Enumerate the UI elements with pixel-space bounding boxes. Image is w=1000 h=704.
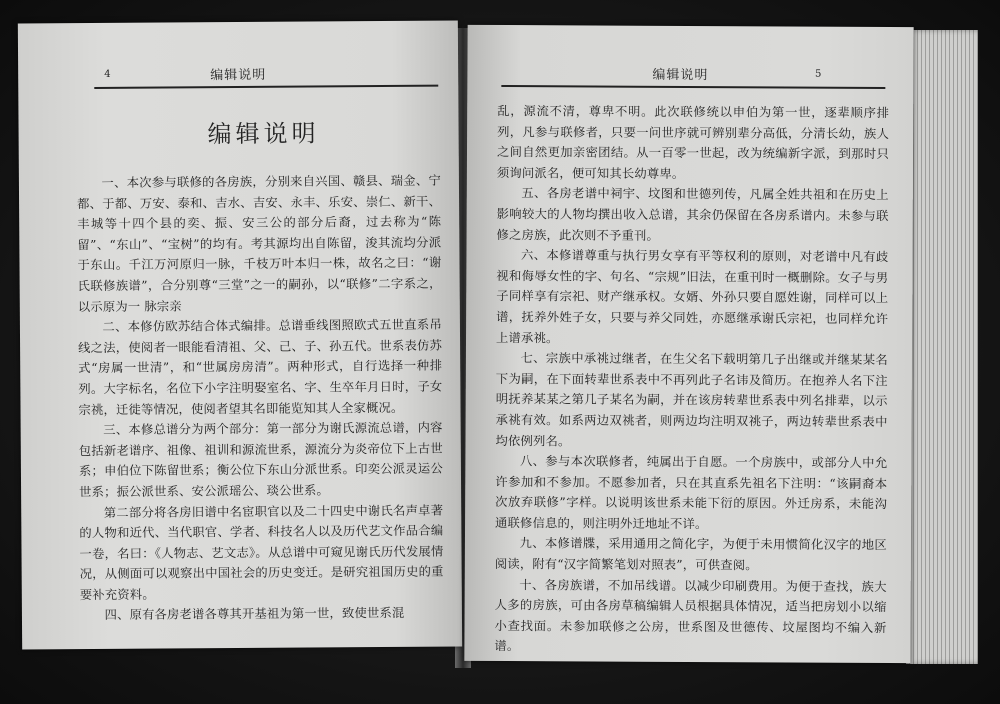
left-header-rule <box>94 85 438 89</box>
paragraph: 四、原有各房老谱各尊其开基祖为第一世，致使世系混 <box>104 606 405 623</box>
left-page <box>18 20 462 649</box>
right-header-rule <box>501 85 885 89</box>
paragraph: 十、各房族谱，不加吊线谱。以减少印刷费用。为便于查找，族大人多的房族，可由各房草稿编辑人员根据具体情况，适当把房划小以缩小查找面。未参加联修之公房，世系图及世德传、坟屋图均不编入新谱。 <box>494 577 887 654</box>
paragraph: 六、本修谱尊重与执行男女享有平等权利的原则，对老谱中凡有歧视和侮辱女性的字、句名、“宗规”旧法，在重刊时一概删除。女子与男子同样享有宗祀、财产继承权。女婿、外孙只要自愿姓谢，同样可以上谱，抚养外姓子女，只要与养父同姓，亦愿继承谢氏宗祀，也同样允许上谱承祧。 <box>495 248 889 345</box>
right-page <box>464 25 913 663</box>
left-body-text <box>77 171 444 627</box>
paragraph: 二、本修仿欧苏结合体式编排。总谱垂线图照欧式五世直系吊线之法，使阅者一眼能看清祖、父、己、子、孙五代。世系表仿苏式“房属一世清”，和“世属房房清”。两种形式，自行选择一种排列。大字标名，名位下小字注明娶室名、字、生卒年月日时，子女宗祧，迁徙等情况，使阅者望其名即能览知其人全家概况。 <box>78 317 443 417</box>
paragraph: 三、本修总谱分为两个部分：第一部分为谢氏源流总谱，内容包括新老谱序、祖像、祖训和源流世系，源流分为炎帝位下上古世系；申伯位下陈留世系；衡公位下东山分派世系。印奕公派灵运公世系；振公派世系、安公派瑶公、琰公世系。 <box>78 420 443 500</box>
left-page-number: 4 <box>104 68 111 80</box>
right-body-text <box>494 101 889 659</box>
book-page-edges <box>906 30 978 664</box>
paragraph: 九、本修谱牒，采用通用之简化字，为便于未用惯简化汉字的地区阅读，附有“汉字简繁笔划对照表”，可供查阅。 <box>494 536 887 573</box>
right-page-number: 5 <box>815 68 822 80</box>
right-header-title: 编辑说明 <box>652 67 709 84</box>
paragraph: 七、宗族中承祧过继者，在生父名下载明第几子出继或并继某某名下为嗣，在下面转辈世系表中不再列此子名讳及简历。在抱养人名下注明抚养某某之第几子某名为嗣，并在该房转辈世系表中列名排辈，以示承祧有效。如系两边双祧者，则两边均注明双祧子，两边转辈世系表中均依例列名。 <box>495 351 888 448</box>
paragraph: 五、各房老谱中祠宇、坟图和世德列传，凡属全姓共祖和在历史上影响较大的人物均撰出收入总谱，其余仍保留在各房系谱内。未参与联修之房族，此次则不予重刊。 <box>496 186 889 243</box>
right-running-head <box>467 63 913 83</box>
left-running-head <box>18 62 458 83</box>
left-header-title: 编辑说明 <box>210 67 267 84</box>
page-title: 编辑说明 <box>207 119 320 149</box>
paragraph: 八、参与本次联修者，纯属出于自愿。一个房族中，或部分人中允许参加和不参加。不愿参加者，只在其直系先祖名下注明：“该嗣裔本次放弃联修”字样。以说明该世系未能下衍的原因。外迁房系，未能沟通联修信息的，则注明外迁地址不详。 <box>495 454 888 531</box>
paragraph: 乱，源流不清，尊卑不明。此次联修统以申伯为第一世，逐辈顺序排列，凡参与联修者，只要一问世序就可辨别辈分高低，分清长幼，族人之间自然更加亲密团结。从一百零一世起，改为统编新字派，到那时只须询问派名，便可知其长幼尊卑。 <box>496 103 890 181</box>
paragraph: 一、本次参与联修的各房族，分别来自兴国、赣县、瑞金、宁都、于都、万安、泰和、吉水、吉安、永丰、乐安、崇仁、新干、丰城等十四个县的奕、振、安三公的部分后裔，过去称为“陈留”、“东山”、“宝树”的均有。考其源均出自陈留，浚其流均分派于东山。千江万河原归一脉，千枝万叶本归一株，故名之曰：“谢氏联修族谱”，合分别尊“三堂”之一的嗣孙，以“联修”二字系之，以示原为一 脉宗亲 <box>77 173 442 314</box>
paragraph: 第二部分将各房旧谱中名宦职官以及二十四史中谢氏名声卓著的人物和近代、当代职官、学者、科技名人以及历代艺文作品合编一卷，名曰：《人物志、艺文志》。从总谱中可窥见谢氏历代发展情况，从侧面可以观察出中国社会的历史变迁。是研究祖国历史的重要补充资料。 <box>79 503 444 602</box>
